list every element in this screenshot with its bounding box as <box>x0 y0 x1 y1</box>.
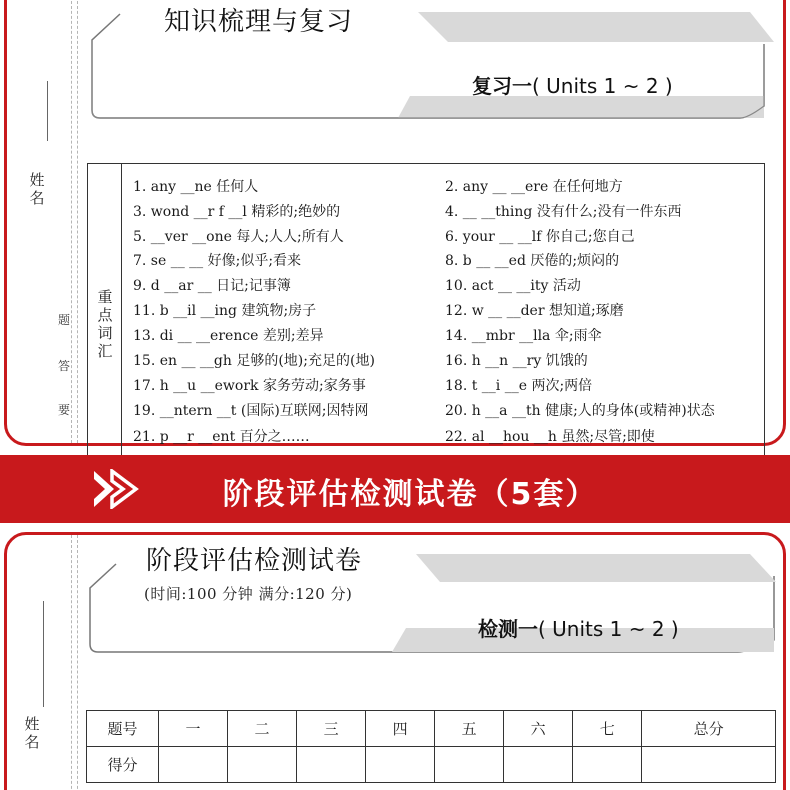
vocab-item: 19. __ntern __t (国际)互联网;因特网 <box>133 403 369 419</box>
vocab-side-label: 重点词汇 <box>97 288 113 360</box>
test-title: 阶段评估检测试卷 <box>146 546 363 576</box>
score-cell[interactable] <box>159 747 228 783</box>
score-header-row <box>87 711 776 747</box>
test-subtitle <box>478 613 679 642</box>
score-value-row <box>87 747 776 783</box>
test-subtitle-text: 检测一 <box>478 617 538 641</box>
vocab-item: 22. al __hou __h 虽然;尽管;即使 <box>445 429 655 445</box>
score-cell[interactable] <box>366 747 435 783</box>
binding-line <box>71 0 72 443</box>
test-title-frame <box>86 540 778 660</box>
vocab-item: 18. t __i __e 两次;两倍 <box>445 378 593 394</box>
score-cell[interactable] <box>504 747 573 783</box>
binding-line <box>71 535 72 790</box>
review-subtitle <box>472 70 673 99</box>
score-row-label: 得分 <box>87 747 159 783</box>
vocab-item: 14. __mbr __lla 伞;雨伞 <box>445 328 602 344</box>
vocab-item: 13. di __ __erence 差别;差异 <box>133 328 324 344</box>
score-cell[interactable] <box>573 747 642 783</box>
vocab-item: 7. se __ __ 好像;似乎;看来 <box>133 253 302 269</box>
score-header-cell: 六 <box>504 711 573 747</box>
review-subtitle-text: 复习一 <box>472 74 532 98</box>
side-mark: 题 <box>57 313 70 327</box>
score-cell[interactable] <box>297 747 366 783</box>
vocab-table <box>87 163 765 463</box>
vocab-item: 8. b __ __ed 厌倦的;烦闷的 <box>445 253 620 269</box>
side-mark: 要 <box>57 403 70 417</box>
score-header-cell: 七 <box>573 711 642 747</box>
section-banner <box>0 455 790 523</box>
vocab-item: 6. your __ __lf 你自己;您自己 <box>445 229 635 245</box>
vocab-item: 21. p __r __ent 百分之…… <box>133 429 310 445</box>
score-cell[interactable] <box>435 747 504 783</box>
score-header-cell: 一 <box>159 711 228 747</box>
score-header-cell: 四 <box>366 711 435 747</box>
score-header-cell: 二 <box>228 711 297 747</box>
vocab-item: 11. b __il __ing 建筑物;房子 <box>133 303 317 319</box>
vocab-item: 20. h __a __th 健康;人的身体(或精神)状态 <box>445 403 715 419</box>
vocab-item: 10. act __ __ity 活动 <box>445 278 581 294</box>
banner-title: 阶段评估检测试卷（5套） <box>222 477 598 512</box>
vocab-item: 15. en __ __gh 足够的(地);充足的(地) <box>133 353 375 369</box>
review-subtitle-units: ( Units 1 ~ 2 ) <box>532 74 673 98</box>
review-title: 知识梳理与复习 <box>164 7 354 37</box>
test-subtitle-units: ( Units 1 ~ 2 ) <box>538 617 679 641</box>
vocab-item: 4. __ __thing 没有什么;没有一件东西 <box>445 204 682 220</box>
test-time-note: (时间:100 分钟 满分:120 分) <box>144 585 353 603</box>
binding-line <box>77 535 78 790</box>
score-cell[interactable] <box>228 747 297 783</box>
vocab-item: 2. any __ __ere 在任何地方 <box>445 179 623 195</box>
side-name-label: 姓名 <box>29 171 45 207</box>
score-header-cell: 总分 <box>642 711 776 747</box>
vocab-item: 12. w __ __der 想知道;琢磨 <box>445 303 624 319</box>
score-header-cell: 题号 <box>87 711 159 747</box>
vocab-item: 16. h __n __ry 饥饿的 <box>445 353 588 369</box>
score-header-cell: 五 <box>435 711 504 747</box>
vocab-side-column <box>88 164 122 462</box>
name-blank <box>43 601 44 707</box>
side-mark: 答 <box>57 359 70 373</box>
score-header-cell: 三 <box>297 711 366 747</box>
vocab-item: 9. d __ar __ 日记;记事簿 <box>133 278 291 294</box>
score-cell[interactable] <box>642 747 776 783</box>
vocab-item: 17. h __u __ework 家务劳动;家务事 <box>133 378 366 394</box>
review-title-frame <box>88 0 778 125</box>
binding-line <box>77 0 78 443</box>
vocab-item: 3. wond __r f __l 精彩的;绝妙的 <box>133 204 341 220</box>
vocab-item: 1. any __ne 任何人 <box>133 179 259 195</box>
name-blank <box>47 81 48 141</box>
score-table <box>86 710 776 783</box>
side-name-label: 姓名 <box>24 715 40 751</box>
vocab-item: 5. __ver __one 每人;人人;所有人 <box>133 229 344 245</box>
